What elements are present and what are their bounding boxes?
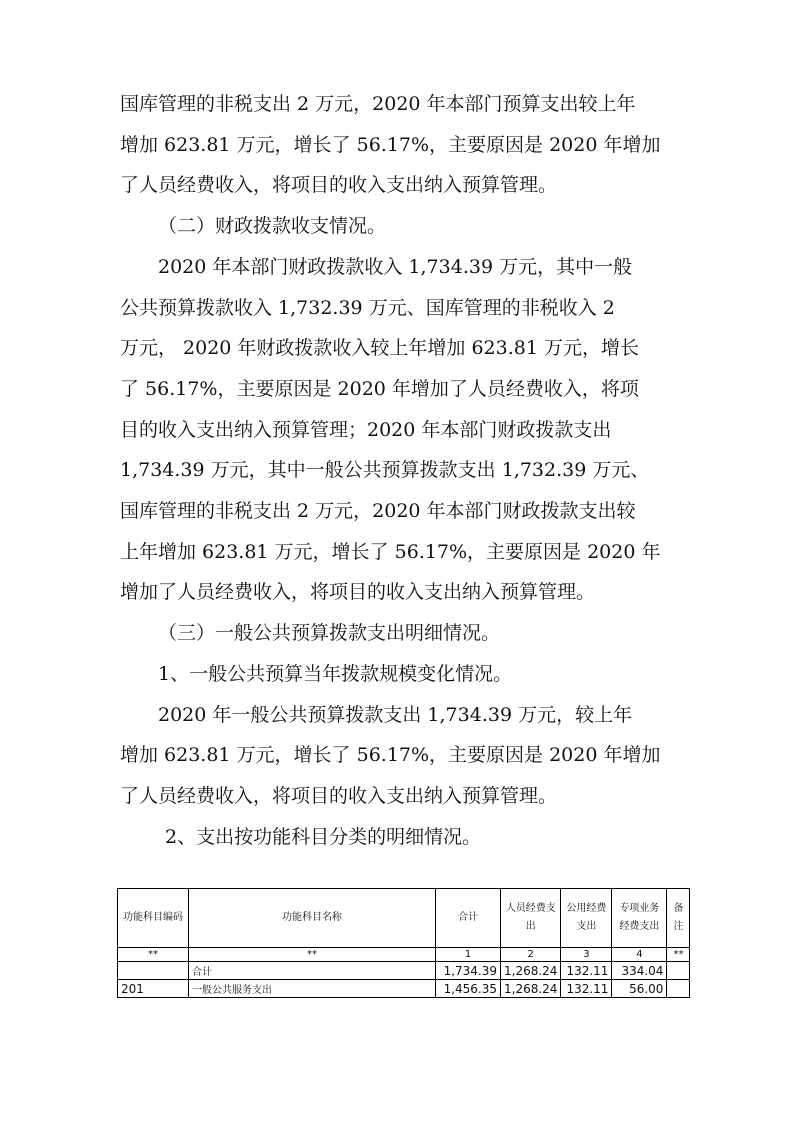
text-line: 1、一般公共预算当年拨款规模变化情况。 [158, 662, 513, 685]
text-line: 增加 623.81 万元，增长了 56.17%，主要原因是 2020 年增加 [120, 744, 661, 767]
cell: 201 [118, 980, 189, 998]
cell: 334.04 [612, 962, 667, 980]
text-line: 万元， 2020 年财政拨款收入较上年增加 623.81 万元，增长 [120, 337, 639, 360]
cell: 1,456.35 [436, 980, 501, 998]
cell: 1,268.24 [501, 980, 561, 998]
text-line: （三）一般公共预算拨款支出明细情况。 [158, 622, 501, 645]
cell: 132.11 [561, 980, 612, 998]
cell [667, 980, 690, 998]
header-cell: 合计 [436, 889, 501, 948]
cell [118, 962, 189, 980]
text-line: 2020 年本部门财政拨款收入 1,734.39 万元，其中一般 [158, 255, 633, 278]
text-line: 了 56.17%，主要原因是 2020 年增加了人员经费收入，将项 [120, 377, 639, 400]
text-line: 1,734.39 万元，其中一般公共预算拨款支出 1,732.39 万元、 [120, 459, 650, 482]
text-line: 增加 623.81 万元，增长了 56.17%，主要原因是 2020 年增加 [120, 133, 661, 156]
expenditure-table [117, 888, 690, 998]
text-line: 2、支出按功能科目分类的明细情况。 [165, 825, 482, 848]
table-header-row [118, 889, 690, 948]
table-row [118, 980, 690, 998]
text-line: 公共预算拨款收入 1,732.39 万元、国库管理的非税收入 2 [120, 296, 615, 319]
text-line: 了人员经费收入，将项目的收入支出纳入预算管理。 [120, 784, 558, 807]
text-line: 目的收入支出纳入预算管理；2020 年本部门财政拨款支出 [120, 418, 612, 441]
text-line: 增加了人员经费收入，将项目的收入支出纳入预算管理。 [120, 581, 596, 604]
cell: 56.00 [612, 980, 667, 998]
header-cell: 公用经费支出 [561, 889, 612, 948]
text-line: 了人员经费收入，将项目的收入支出纳入预算管理。 [120, 174, 558, 197]
cell: 1,268.24 [501, 962, 561, 980]
cell [667, 962, 690, 980]
cell: 1 [436, 948, 501, 962]
text-line: 国库管理的非税支出 2 万元，2020 年本部门预算支出较上年 [120, 93, 636, 115]
cell: 1,734.39 [436, 962, 501, 980]
cell: 一般公共服务支出 [189, 980, 436, 998]
text-line: 上年增加 623.81 万元，增长了 56.17%，主要原因是 2020 年 [120, 540, 661, 563]
table-row [118, 962, 690, 980]
cell: 3 [561, 948, 612, 962]
header-cell: 功能科目名称 [189, 889, 436, 948]
header-cell: 人员经费支出 [501, 889, 561, 948]
cell: ** [118, 948, 189, 962]
cell: 合计 [189, 962, 436, 980]
table-index-row [118, 948, 690, 962]
header-cell: 功能科目编码 [118, 889, 189, 948]
cell: 2 [501, 948, 561, 962]
text-line: （二）财政拨款收支情况。 [158, 215, 387, 238]
cell: ** [667, 948, 690, 962]
header-cell: 专项业务经费支出 [612, 889, 667, 948]
cell: ** [189, 948, 436, 962]
cell: 132.11 [561, 962, 612, 980]
text-line: 国库管理的非税支出 2 万元，2020 年本部门财政拨款支出较 [120, 500, 636, 522]
header-cell: 备注 [667, 889, 690, 948]
text-line: 2020 年一般公共预算拨款支出 1,734.39 万元，较上年 [158, 703, 633, 726]
cell: 4 [612, 948, 667, 962]
